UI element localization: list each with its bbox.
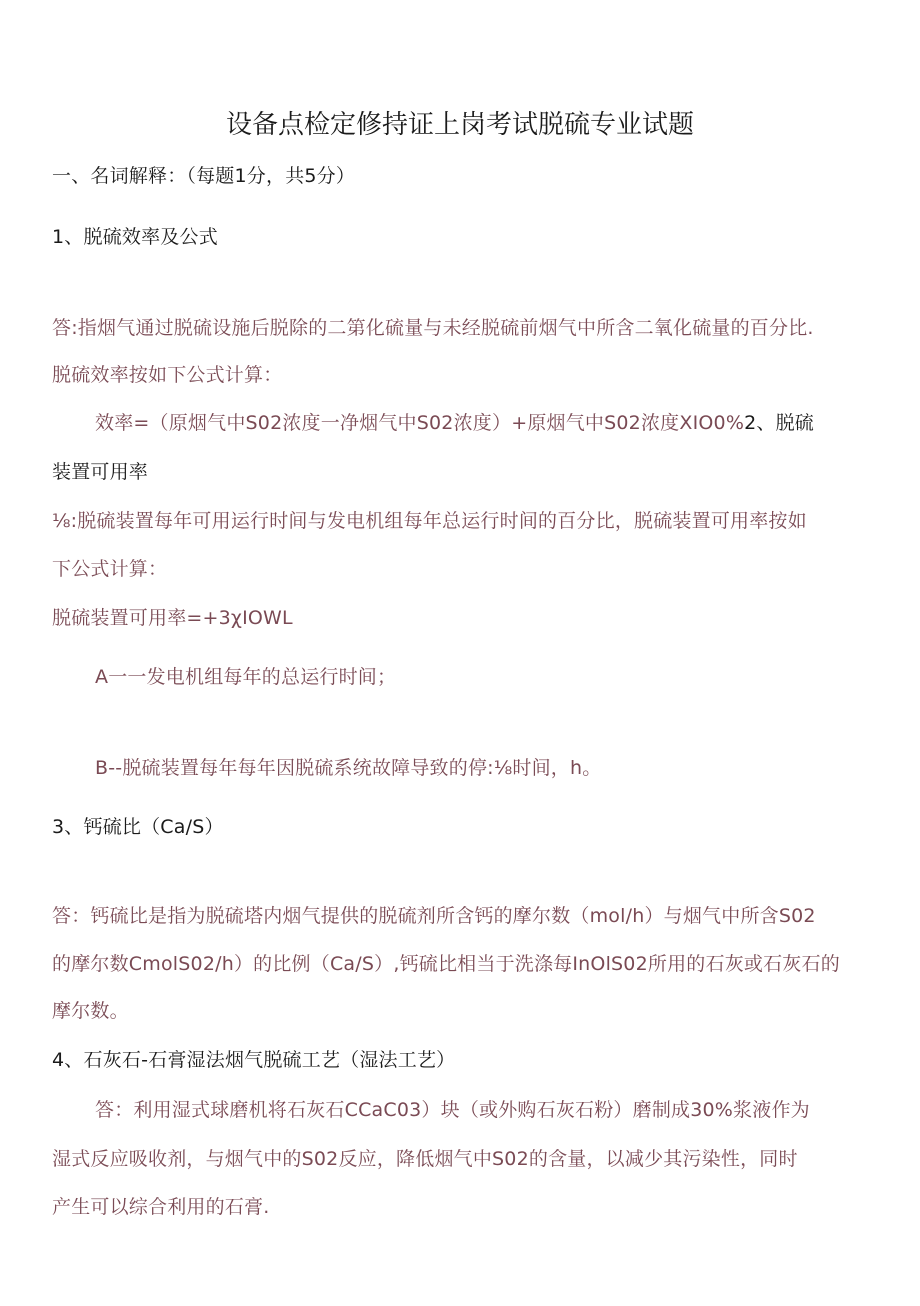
answer-2-formula: 脱硫装置可用率=+3χIOWL — [52, 607, 293, 629]
answer-1-line-2: 脱硫效率按如下公式计算： — [52, 364, 283, 386]
question-1: 1、脱硫效率及公式 — [52, 226, 218, 248]
answer-3-line-1: 答：钙硫比是指为脱硫塔内烟气提供的脱硫剂所含钙的摩尔数（mol/h）与烟气中所含S02 — [52, 905, 816, 927]
answer-3-line-3: 摩尔数。 — [52, 1000, 129, 1022]
answer-4-line-2: 湿式反应吸收剂，与烟气中的S02反应，降低烟气中S02的含量，以减少其污染性，同时 — [52, 1148, 798, 1170]
answer-1-formula-line — [95, 410, 814, 436]
answer-2-def-b: B--脱硫装置每年每年因脱硫系统故障导致的停:⅛时间，h。 — [95, 757, 602, 779]
section-heading: 一、名词解释：（每题1分，共5分） — [52, 165, 356, 187]
answer-2-line-1: ⅛:脱硫装置每年可用运行时间与发电机组每年总运行时间的百分比，脱硫装置可用率按如 — [52, 510, 807, 532]
answer-2-line-2: 下公式计算： — [52, 558, 168, 580]
question-3: 3、钙硫比（Ca/S） — [52, 816, 224, 838]
question-4: 4、石灰石-石膏湿法烟气脱硫工艺（湿法工艺） — [52, 1049, 456, 1071]
answer-1-line-1: 答:指烟气通过脱硫设施后脱除的二第化硫量与未经脱硫前烟气中所含二氧化硫量的百分比. — [52, 317, 814, 339]
question-2-end: 装置可用率 — [52, 461, 149, 483]
answer-3-line-2: 的摩尔数CmolS02∕h）的比例（Ca/S）,钙硫比相当于洗涤每InOlS02所用的石灰或石灰石的 — [52, 953, 840, 975]
answer-4-line-1: 答：利用湿式球磨机将石灰石CCaC03）块（或外购石灰石粉）磨制成30%浆液作为 — [95, 1099, 810, 1121]
answer-2-def-a: A一一发电机组每年的总运行时间； — [95, 666, 397, 688]
answer-4-line-3: 产生可以综合利用的石膏. — [52, 1196, 270, 1218]
page-title: 设备点检定修持证上岗考试脱硫专业试题 — [225, 110, 694, 140]
answer-1-formula: 效率=（原烟气中S02浓度一净烟气中S02浓度）+原烟气中S02浓度XIO0% — [95, 412, 745, 434]
question-2-start: 2、脱硫 — [744, 412, 814, 434]
